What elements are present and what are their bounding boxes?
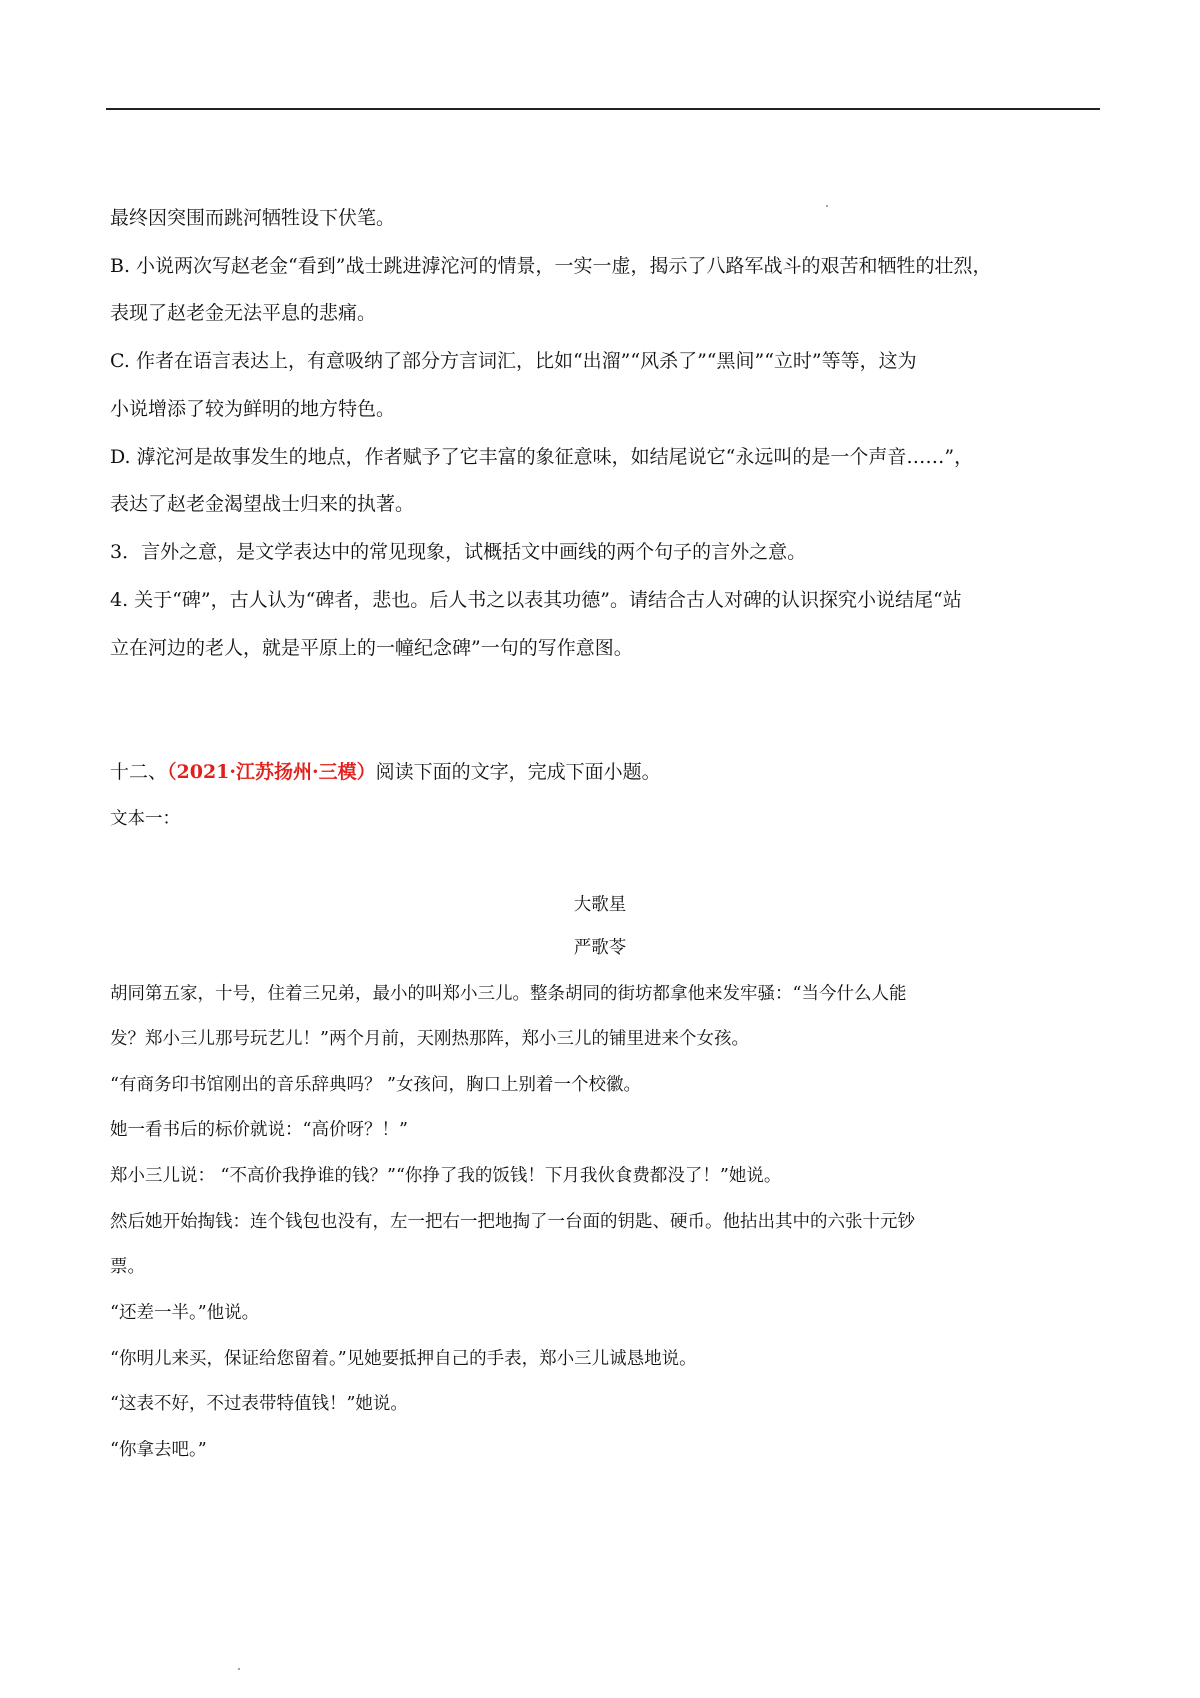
story-line: 发？郑小三儿那号玩艺儿！”两个月前，天刚热那阵，郑小三儿的铺里进来个女孩。 bbox=[110, 1029, 749, 1049]
story-title: 大歌星 bbox=[573, 895, 627, 915]
question-4-line2: 立在河边的老人，就是平原上的一幢纪念碑”一句的写作意图。 bbox=[110, 637, 633, 659]
story-line: 胡同第五家，十号，住着三兄弟，最小的叫郑小三儿。整条胡同的街坊都拿他来发牢骚：“当今什么人能 bbox=[110, 984, 907, 1004]
option-b-line2: 表现了赵老金无法平息的悲痛。 bbox=[110, 302, 377, 324]
option-d-line2: 表达了赵老金渴望战士归来的执著。 bbox=[110, 493, 415, 515]
scan-dot bbox=[238, 1668, 240, 1670]
story-line: “还差一半。”他说。 bbox=[110, 1303, 260, 1323]
story-line: 她一看书后的标价就说：“高价呀？！” bbox=[110, 1120, 408, 1140]
section-source: （2021·江苏扬州·三模） bbox=[167, 761, 376, 783]
section-number: 十二、 bbox=[110, 761, 168, 783]
story-line: “你拿去吧。” bbox=[110, 1440, 207, 1460]
story-line: 然后她开始掏钱：连个钱包也没有，左一把右一把地掏了一台面的钥匙、硬币。他拈出其中的六张十元钞 bbox=[110, 1212, 915, 1232]
option-d-line1: D. 滹沱河是故事发生的地点，作者赋予了它丰富的象征意味，如结尾说它“永远叫的是一个声音……”， bbox=[110, 446, 974, 468]
option-a-end: 最终因突围而跳河牺牲设下伏笔。 bbox=[110, 207, 396, 229]
scan-dot bbox=[826, 205, 828, 207]
option-c-line2: 小说增添了较为鲜明的地方特色。 bbox=[110, 398, 396, 420]
section-12-heading bbox=[110, 758, 661, 786]
option-b-line1: B. 小说两次写赵老金“看到”战士跳进滹沱河的情景，一实一虚，揭示了八路军战斗的艰苦和牺牲的壮烈， bbox=[110, 255, 992, 277]
header-rule bbox=[106, 108, 1100, 110]
question-3: 3．言外之意，是文学表达中的常见现象，试概括文中画线的两个句子的言外之意。 bbox=[110, 541, 807, 563]
option-c-line1: C. 作者在语言表达上，有意吸纳了部分方言词汇，比如“出溜”“风杀了”“黑间”“立时”等等，这为 bbox=[110, 350, 917, 372]
story-line: “你明儿来买，保证给您留着。”见她要抵押自己的手表，郑小三儿诚恳地说。 bbox=[110, 1349, 697, 1369]
question-4-line1: 4. 关于“碑”，古人认为“碑者，悲也。后人书之以表其功德”。请结合古人对碑的认识探究小说结尾“站 bbox=[110, 589, 962, 611]
text-label: 文本一： bbox=[110, 809, 180, 829]
story-line: 票。 bbox=[110, 1257, 145, 1277]
story-line: 郑小三儿说： “不高价我挣谁的钱？”“你挣了我的饭钱！下月我伙食费都没了！”她说。 bbox=[110, 1166, 782, 1186]
story-author: 严歌苓 bbox=[573, 938, 627, 958]
section-instruction: 阅读下面的文字，完成下面小题。 bbox=[375, 761, 661, 783]
story-line: “这表不好，不过表带特值钱！”她说。 bbox=[110, 1394, 408, 1414]
story-line: “有商务印书馆刚出的音乐辞典吗？ ”女孩问，胸口上别着一个校徽。 bbox=[110, 1075, 641, 1095]
